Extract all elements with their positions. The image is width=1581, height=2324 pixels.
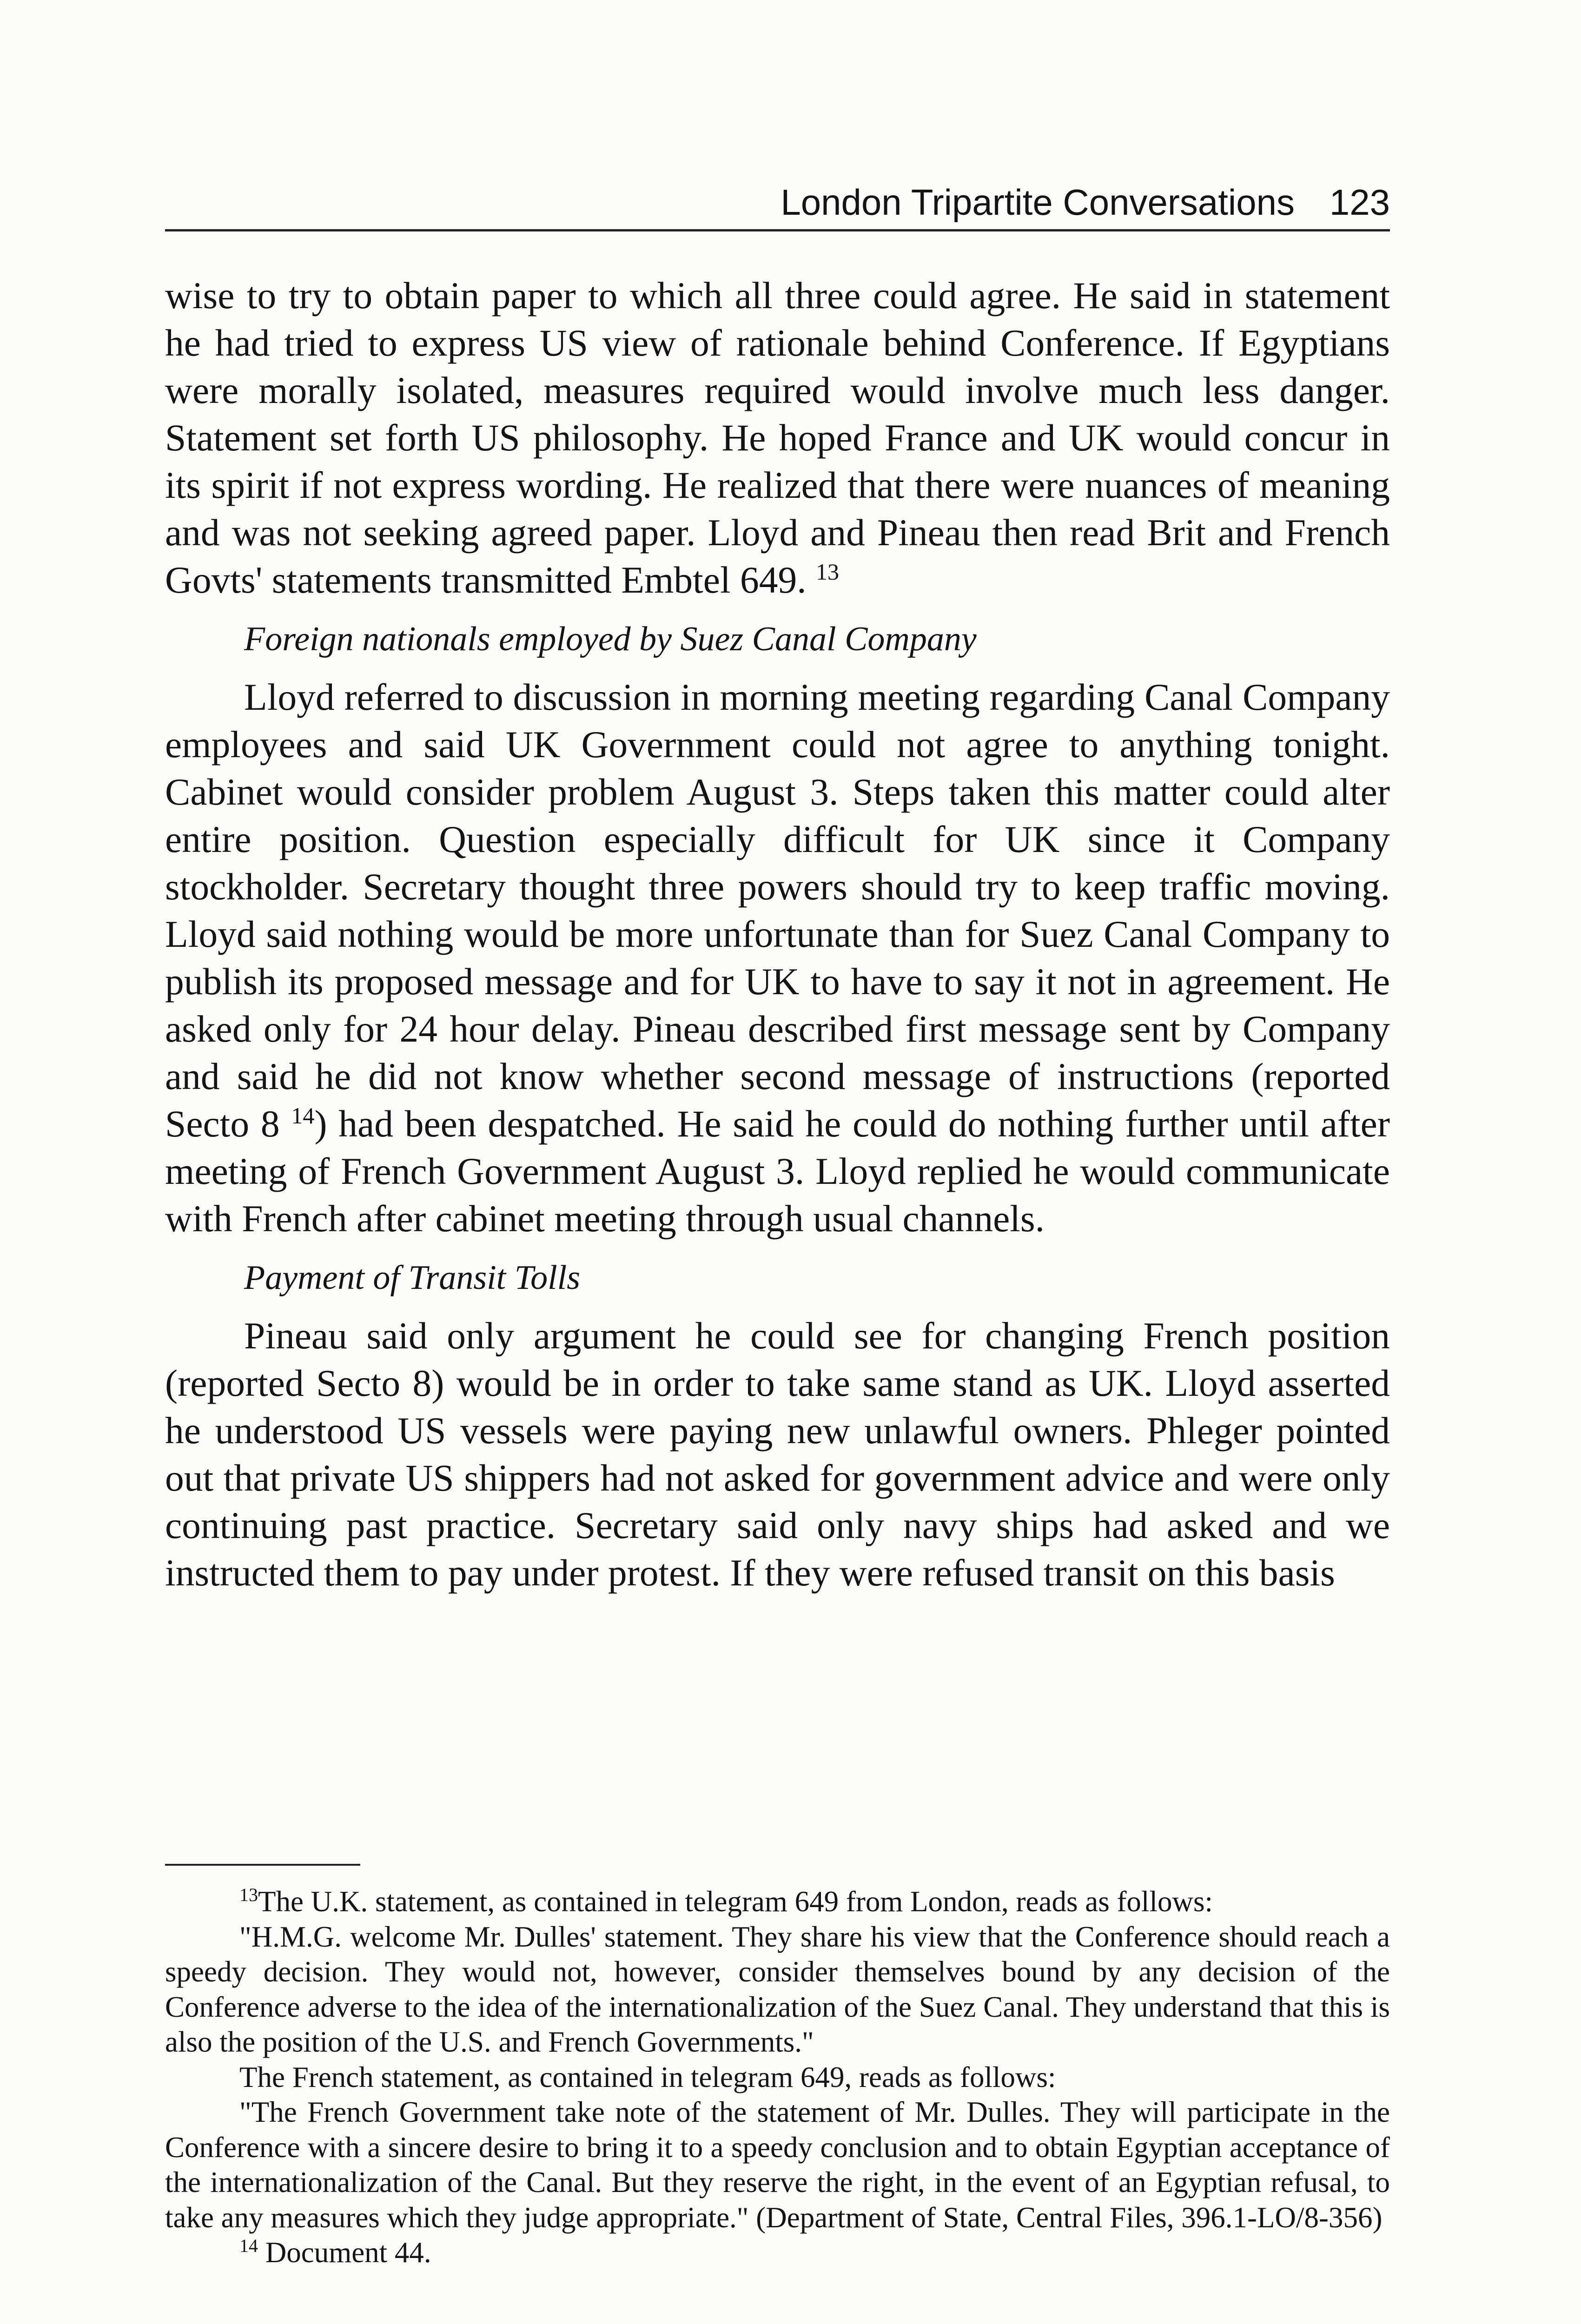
footnote-ref-13: 13	[816, 559, 839, 585]
footnote-14: $^{14}$ Document 44.	[239, 2235, 431, 2269]
footnote-13: $^{13}$The U.K. statement, as contained in telegram 649 from London, reads as follows:	[239, 1884, 1213, 1918]
header-rule	[165, 229, 1390, 231]
section-heading-transit-tolls: Payment of Transit Tolls	[244, 1259, 581, 1297]
footnote-rule	[165, 1864, 360, 1866]
running-header	[165, 179, 1390, 231]
footnote-13-french-quote: "The French Government take note of the statement of Mr. Dulles. They will participate in the Conference with a sincere desire to bring it to a speedy conclusion and to obtain Egyptian acceptance of the internationalization of the Canal. But they reserve the right, in the event of an Egyptian refusal, to take any measures which they judge appropriate." (Department of State, Central Files, 396.1-LO/8-356)	[165, 2096, 1390, 2234]
footnote-13-uk-quote: "H.M.G. welcome Mr. Dulles' statement. They share his view that the Conference should reach a speedy decision. They would not, however, consider themselves bound by any decision of the Conference adverse to the idea of the internationalization of the Suez Canal. They understand that this is also the position of the U.S. and French Governments."	[165, 1920, 1390, 2058]
header-title: London Tripartite Conversations	[781, 182, 1295, 223]
footnotes	[165, 1864, 1390, 2271]
footnote-ref-14: 14	[291, 1103, 315, 1129]
paragraph-3: Pineau said only argument he could see for changing French position (reported Secto 8) would be in order to take same stand as UK. Lloyd asserted he understood US vessels were paying new unlawful owners. Phleger pointed out that private US shippers had not asked for government advice and were only continuing past practice. Secretary said only navy ships had asked and we instructed them to pay under protest. If they were refused transit on this basis	[165, 1314, 1390, 1594]
section-heading-foreign-nationals: Foreign nationals employed by Suez Canal Company	[244, 620, 977, 658]
main-text	[165, 272, 1390, 1597]
paragraph-1: wise to try to obtain paper to which all three could agree. He said in statement he had tried to express US view of rationale behind Conference. If Egyptians were morally isolated, measures required would involve much less danger. Statement set forth US philosophy. He hoped France and UK would concur in its spirit if not express wording. He realized that there were nuances of meaning and was not seeking agreed paper. Lloyd and Pineau then read Brit and French Govts' statements transmitted Embtel 649. $^{13}$	[165, 274, 1390, 601]
footnote-13-french-intro: The French statement, as contained in telegram 649, reads as follows:	[239, 2060, 1056, 2093]
paragraph-2: Lloyd referred to discussion in morning meeting regarding Canal Company employees and said UK Government could not agree to anything tonight. Cabinet would consider problem August 3. Steps taken this matter could alter entire position. Question especially difficult for UK since it Company stockholder. Secretary thought three powers should try to keep traffic moving. Lloyd said nothing would be more unfortunate than for Suez Canal Company to publish its proposed message and for UK to have to say it not in agreement. He asked only for 24 hour delay. Pineau described first message sent by Company and said he did not know whether second message of instructions (reported Secto 8 $^{14}$) had been despatched. He said he could do nothing further until after meeting of French Government August 3. Lloyd replied he would communicate with French after cabinet meeting through usual channels.	[165, 676, 1390, 1240]
page-number: 123	[1329, 182, 1390, 223]
